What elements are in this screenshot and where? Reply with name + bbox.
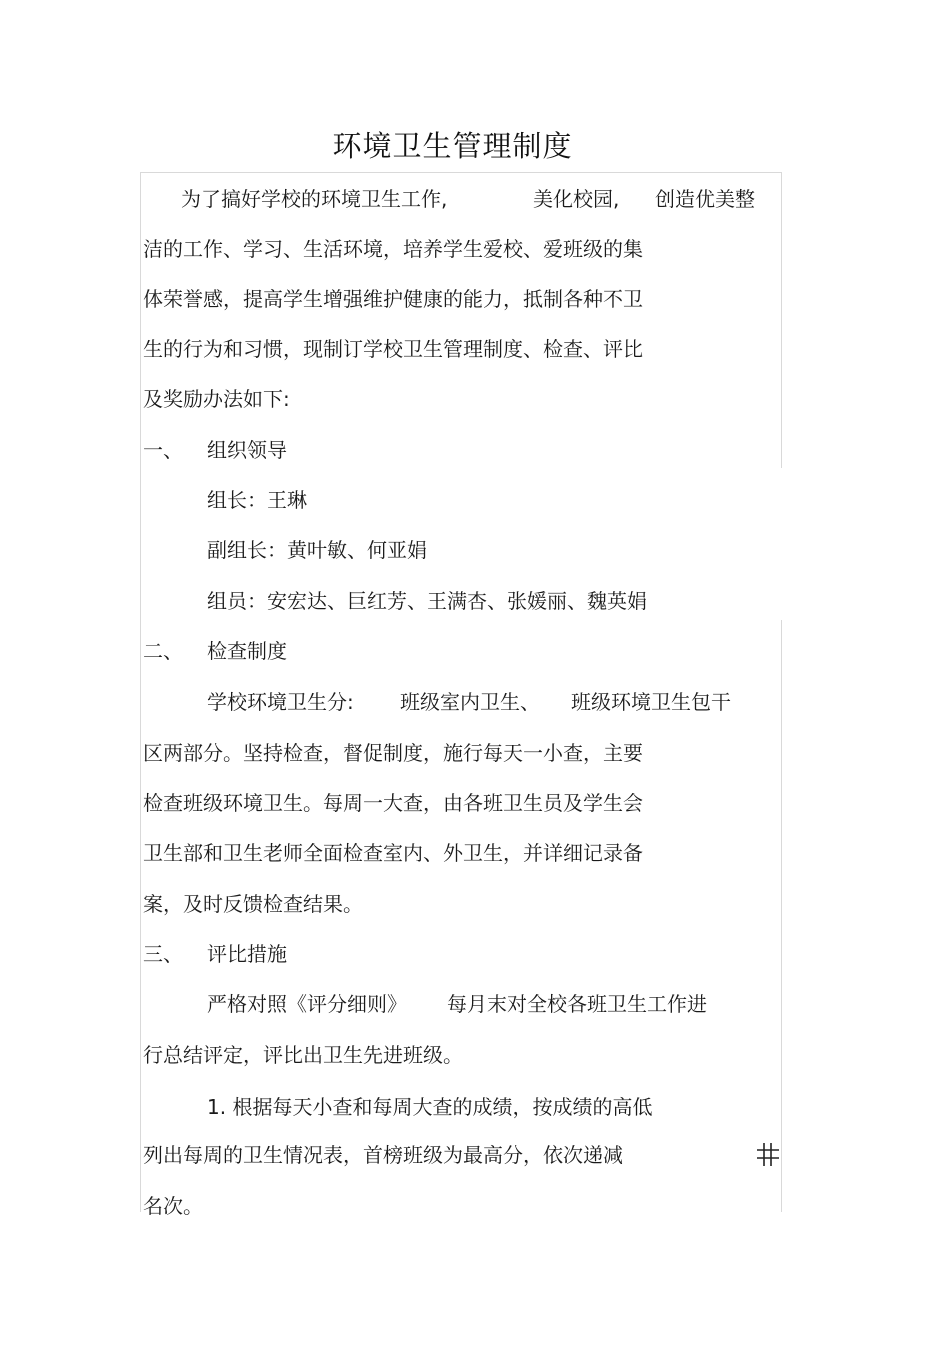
evaluation-line-1-part-1: 严格对照《评分细则》 (207, 992, 407, 1016)
scan-mark-icon (756, 1140, 780, 1170)
frame-left-line (140, 172, 141, 1212)
inspection-line-3: 检查班级环境卫生。每周一大查，由各班卫生员及学生会 (143, 791, 643, 815)
inspection-line-1-part-3: 班级环境卫生包干 (571, 690, 731, 714)
intro-line-5: 及奖励办法如下: (143, 387, 290, 411)
frame-top-line (140, 172, 782, 173)
members-line: 组员：安宏达、巨红芳、王满杏、张媛丽、魏英娟 (207, 589, 647, 613)
inspection-line-4: 卫生部和卫生老师全面检查室内、外卫生，并详细记录备 (143, 841, 643, 865)
intro-line-4: 生的行为和习惯，现制订学校卫生管理制度、检查、评比 (143, 337, 643, 361)
inspection-line-2: 区两部分。坚持检查，督促制度，施行每天一小查，主要 (143, 741, 643, 765)
evaluation-line-4: 列出每周的卫生情况表，首榜班级为最高分，依次递减 (143, 1143, 623, 1167)
intro-line-1-part-2: 美化校园, (533, 187, 620, 211)
deputy-line: 副组长：黄叶敏、何亚娟 (207, 538, 427, 562)
frame-right-line-top (781, 172, 782, 468)
section-2-heading: 检查制度 (207, 639, 287, 663)
inspection-line-1-part-1: 学校环境卫生分: (207, 690, 354, 714)
evaluation-line-5: 名次。 (143, 1194, 203, 1218)
section-2-number: 二、 (143, 639, 183, 663)
inspection-line-1-part-2: 班级室内卫生、 (400, 690, 540, 714)
section-1-heading: 组织领导 (207, 438, 287, 462)
intro-line-1-part-3: 创造优美整 (655, 187, 755, 211)
frame-right-line-bottom (781, 620, 782, 1212)
intro-line-2: 洁的工作、学习、生活环境，培养学生爱校、爱班级的集 (143, 237, 643, 261)
intro-line-1-part-1: 为了搞好学校的环境卫生工作, (181, 187, 448, 211)
inspection-line-5: 案，及时反馈检查结果。 (143, 892, 363, 916)
section-3-heading: 评比措施 (207, 942, 287, 966)
leader-line: 组长：王琳 (207, 488, 307, 512)
section-3-number: 三、 (143, 942, 183, 966)
evaluation-line-1-part-2: 每月末对全校各班卫生工作进 (447, 992, 707, 1016)
intro-line-3: 体荣誉感，提高学生增强维护健康的能力，抵制各种不卫 (143, 287, 643, 311)
evaluation-line-2: 行总结评定，评比出卫生先进班级。 (143, 1043, 463, 1067)
section-1-number: 一、 (143, 438, 183, 462)
evaluation-line-3: 1. 根据每天小查和每周大查的成绩，按成绩的高低 (207, 1095, 653, 1119)
document-title: 环境卫生管理制度 (332, 129, 573, 163)
